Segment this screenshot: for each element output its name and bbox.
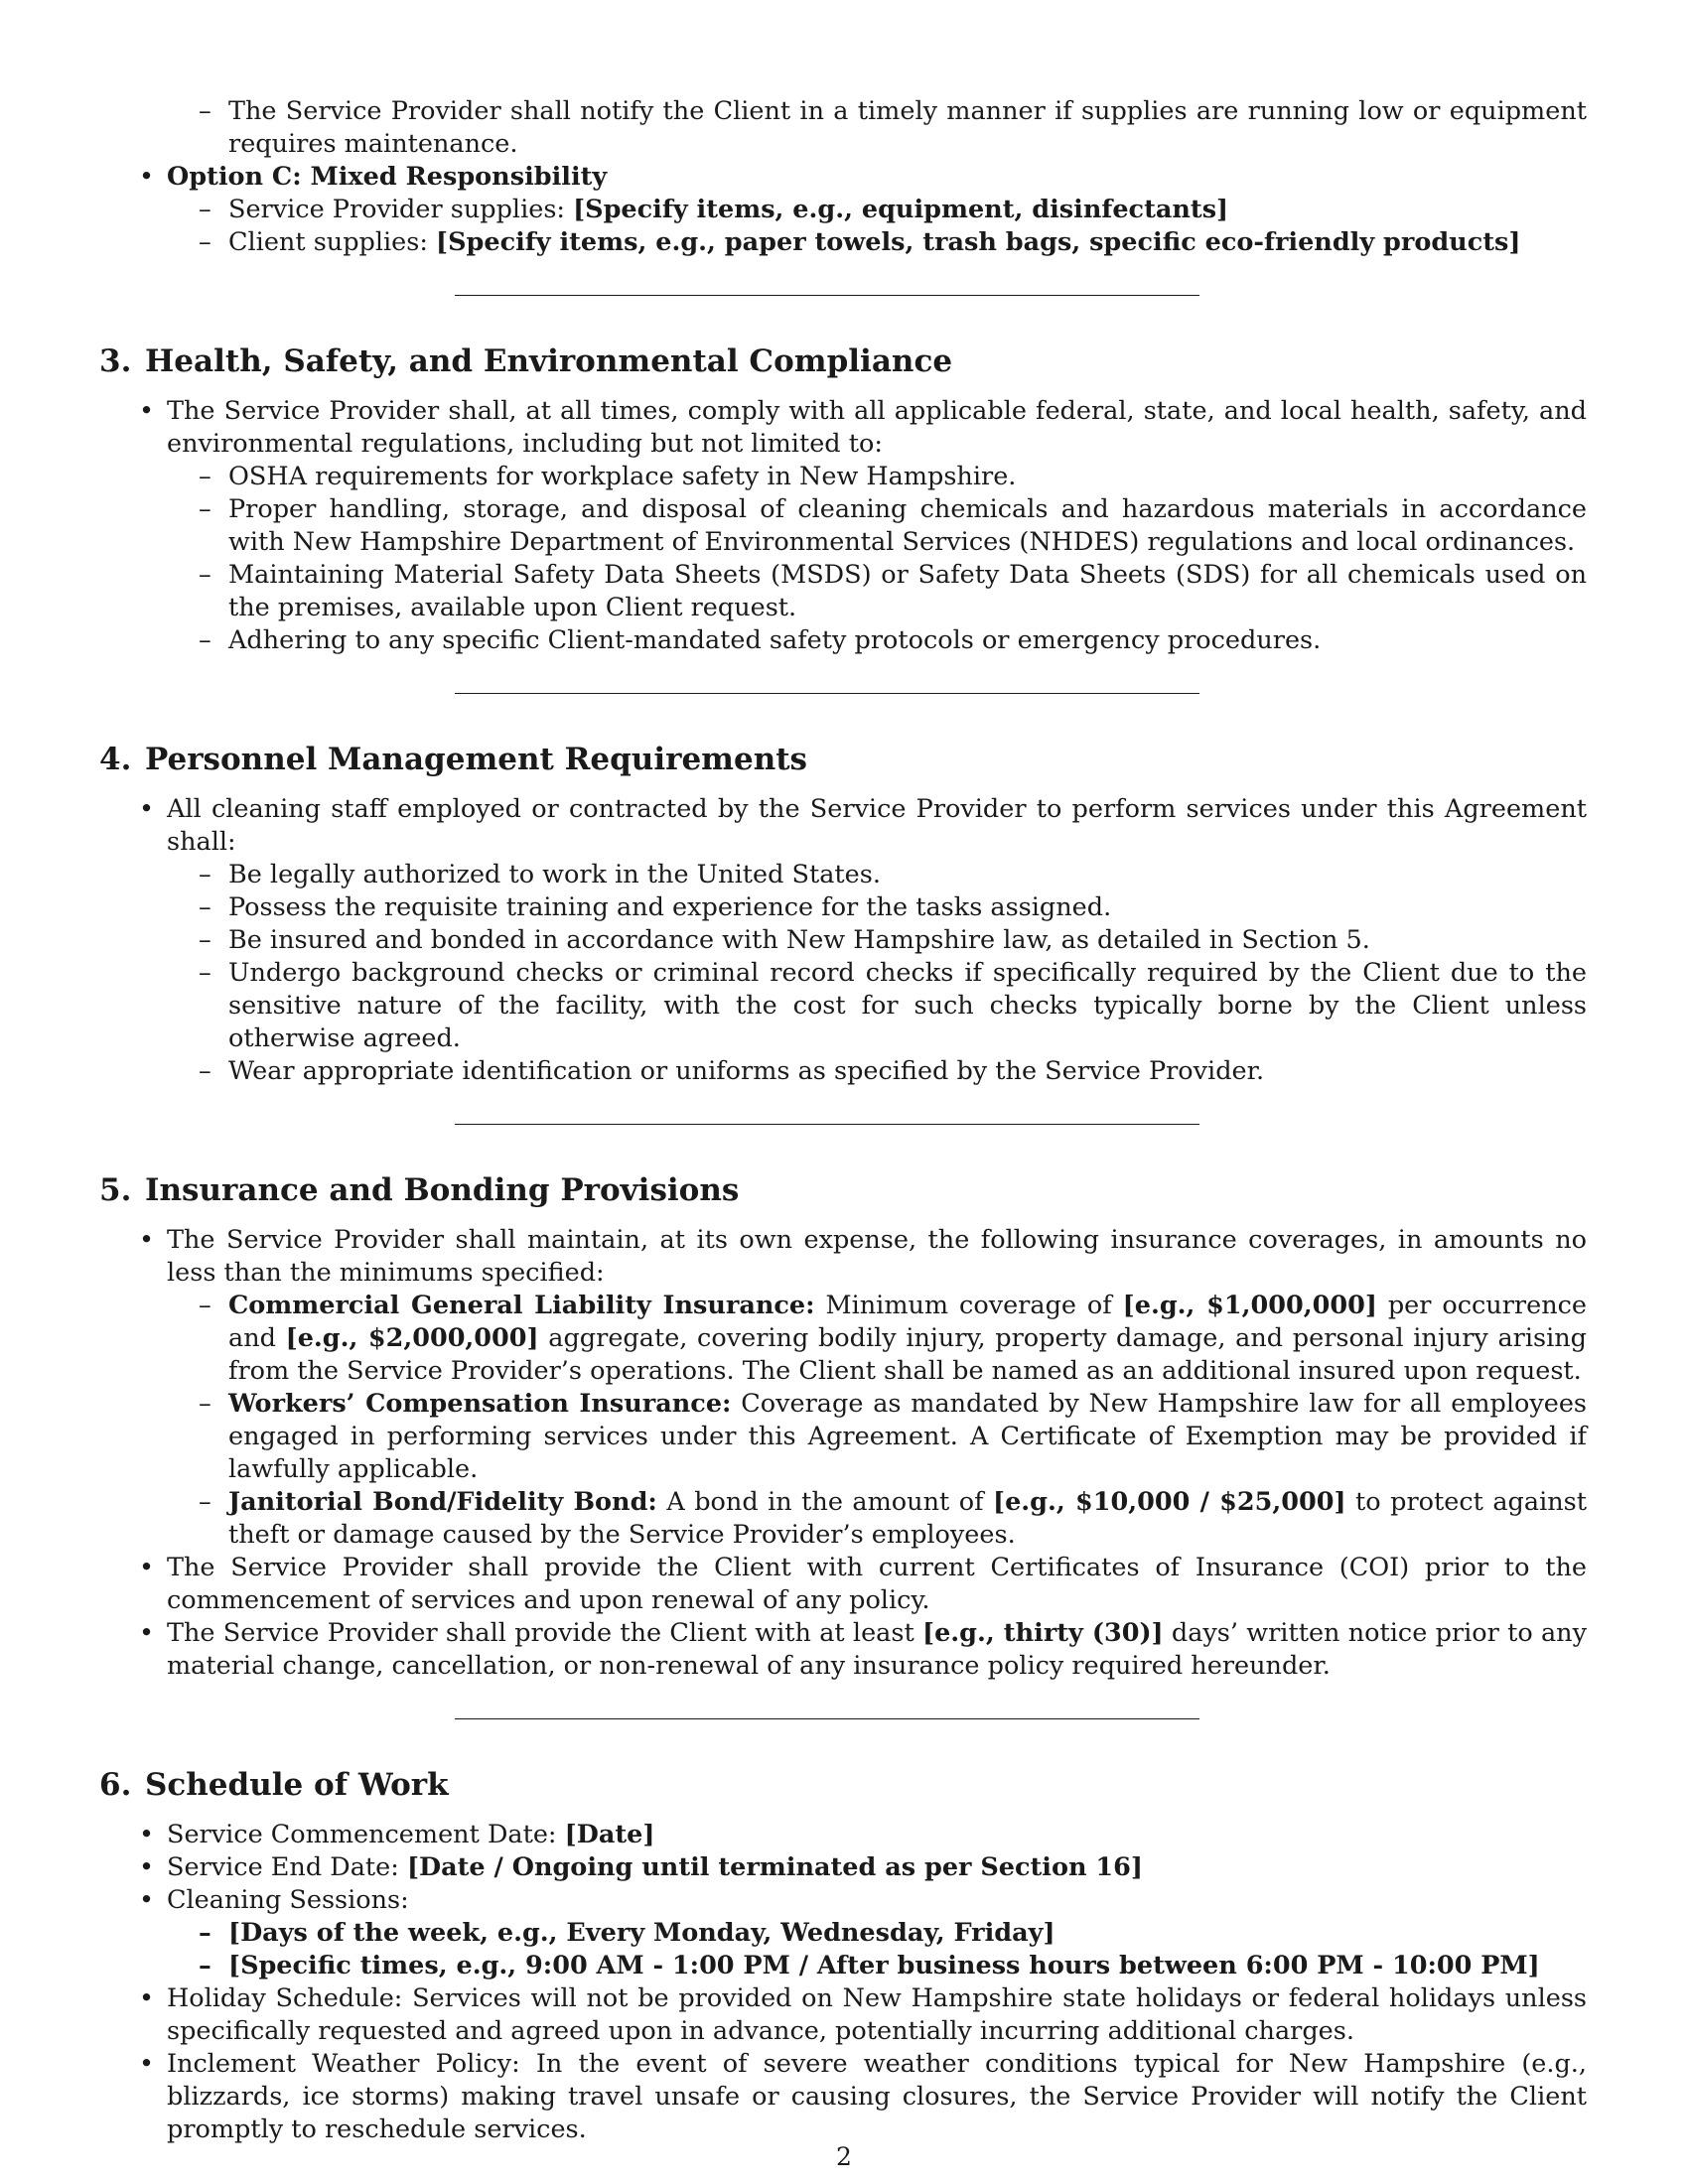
section-divider bbox=[455, 1718, 1199, 1719]
section-3-heading bbox=[99, 341, 1587, 381]
section-intro: All cleaning staff employed or contracted by the Service Provider to perform services under this Agreement shall: bbox=[167, 794, 1587, 857]
text: per occurrence and bbox=[228, 1291, 1587, 1353]
item-label: Cleaning Sessions: bbox=[167, 1885, 409, 1915]
section-intro: The Service Provider shall maintain, at its own expense, the following insurance coverages, in amounts no less than the minimums specified: bbox=[167, 1225, 1587, 1288]
item-label: Service Commencement Date: bbox=[167, 1820, 565, 1849]
placeholder-value: [e.g., $1,000,000] bbox=[1122, 1291, 1377, 1320]
list-item bbox=[167, 1224, 1587, 1552]
coverage-label: Commercial General Liability Insurance: bbox=[228, 1291, 815, 1320]
section-divider bbox=[455, 1124, 1199, 1125]
text: A bond in the amount of bbox=[656, 1487, 994, 1517]
section-5-heading bbox=[99, 1170, 1587, 1210]
list-item: – [Days of the week, e.g., Every Monday, Wednesday, Friday] bbox=[228, 1917, 1587, 1950]
section-5-sublist bbox=[228, 1290, 1587, 1552]
list-item: • The Service Provider shall provide the Client with current Certificates of Insurance (COI) prior to the commencement of services and upon renewal of any policy. bbox=[167, 1552, 1587, 1617]
list-item: – Possess the requisite training and experience for the tasks assigned. bbox=[228, 891, 1587, 924]
section-divider bbox=[455, 693, 1199, 694]
list-item: – Be insured and bonded in accordance with New Hampshire law, as detailed in Section 5. bbox=[228, 924, 1587, 957]
text: The Service Provider shall provide the Client with at least bbox=[167, 1618, 922, 1648]
section-3-list bbox=[167, 395, 1587, 657]
list-item: – Be legally authorized to work in the United States. bbox=[228, 859, 1587, 891]
list-item bbox=[228, 1388, 1587, 1486]
list-item: – Maintaining Material Safety Data Sheets (MSDS) or Safety Data Sheets (SDS) for all chemicals used on the premises, available upon Client request. bbox=[228, 559, 1587, 624]
text: to protect against theft or damage caused by the Service Provider’s employees. bbox=[228, 1487, 1587, 1550]
supplies-continuation-list bbox=[228, 95, 1587, 161]
list-item bbox=[228, 1486, 1587, 1552]
section-4-sublist bbox=[228, 859, 1587, 1088]
list-item bbox=[167, 1884, 1587, 1982]
list-item bbox=[167, 161, 1587, 259]
list-item: – Adhering to any specific Client-mandated safety protocols or emergency procedures. bbox=[228, 624, 1587, 657]
item-label: Service End Date: bbox=[167, 1852, 407, 1882]
list-item bbox=[167, 1851, 1587, 1884]
list-item bbox=[167, 793, 1587, 1088]
section-number: 6. bbox=[99, 1767, 132, 1803]
section-4-list bbox=[167, 793, 1587, 1088]
coverage-label: Workers’ Compensation Insurance: bbox=[228, 1389, 732, 1419]
list-item: – [Specific times, e.g., 9:00 AM - 1:00 PM / After business hours between 6:00 PM - 10:00 PM] bbox=[228, 1950, 1587, 1982]
list-item bbox=[167, 1617, 1587, 1683]
option-c-sublist bbox=[228, 194, 1587, 259]
item-label: Service Provider supplies: bbox=[228, 195, 574, 224]
section-4-heading bbox=[99, 740, 1587, 779]
coverage-label: Janitorial Bond/Fidelity Bond: bbox=[228, 1487, 657, 1517]
section-6-heading bbox=[99, 1765, 1587, 1805]
section-title: Personnel Management Requirements bbox=[145, 742, 807, 777]
item-label: Client supplies: bbox=[228, 227, 437, 257]
option-c-title: Option C: Mixed Responsibility bbox=[167, 162, 608, 192]
list-item: • Holiday Schedule: Services will not be provided on New Hampshire state holidays or federal holidays unless specifically requested and agreed upon in advance, potentially incurring additional charges. bbox=[167, 1982, 1587, 2048]
section-number: 3. bbox=[99, 343, 132, 379]
text: days’ written notice prior to any material change, cancellation, or non-renewal of any insurance policy required hereunder. bbox=[167, 1618, 1587, 1681]
list-item bbox=[167, 1819, 1587, 1851]
placeholder-value: [Date / Ongoing until terminated as per Section 16] bbox=[406, 1852, 1143, 1882]
text: aggregate, covering bodily injury, property damage, and personal injury arising from the Service Provider’s operations. The Client shall be named as an additional insured upon request. bbox=[228, 1323, 1587, 1386]
placeholder-value: [Date] bbox=[564, 1820, 655, 1849]
section-title: Health, Safety, and Environmental Compliance bbox=[145, 343, 953, 379]
section-title: Schedule of Work bbox=[145, 1767, 449, 1803]
list-item: – The Service Provider shall notify the Client in a timely manner if supplies are running low or equipment requires maintenance. bbox=[228, 95, 1587, 161]
section-intro: The Service Provider shall, at all times, comply with all applicable federal, state, and local health, safety, and environmental regulations, including but not limited to: bbox=[167, 396, 1587, 459]
placeholder-value: [e.g., $10,000 / $25,000] bbox=[993, 1487, 1346, 1517]
section-3-sublist bbox=[228, 461, 1587, 657]
section-title: Insurance and Bonding Provisions bbox=[145, 1172, 740, 1208]
list-item bbox=[167, 395, 1587, 657]
placeholder-value: [e.g., $2,000,000] bbox=[285, 1323, 539, 1353]
list-item bbox=[228, 226, 1587, 259]
list-item: – Undergo background checks or criminal record checks if specifically required by the Client due to the sensitive nature of the facility, with the cost for such checks typically borne by the Client unless otherwise agreed. bbox=[228, 957, 1587, 1055]
text: Coverage as mandated by New Hampshire law for all employees engaged in performing services under this Agreement. A Certificate of Exemption may be provided if lawfully applicable. bbox=[228, 1389, 1587, 1484]
section-number: 4. bbox=[99, 742, 132, 777]
section-5-list bbox=[167, 1224, 1587, 1683]
list-item bbox=[228, 194, 1587, 226]
option-c-list bbox=[167, 161, 1587, 259]
document-page bbox=[99, 95, 1587, 2146]
placeholder-value: [e.g., thirty (30)] bbox=[922, 1618, 1164, 1648]
section-number: 5. bbox=[99, 1172, 132, 1208]
placeholder-value: [Specify items, e.g., equipment, disinfectants] bbox=[573, 195, 1229, 224]
list-item: – OSHA requirements for workplace safety in New Hampshire. bbox=[228, 461, 1587, 493]
page-number: 2 bbox=[836, 2142, 852, 2171]
list-item: – Proper handling, storage, and disposal of cleaning chemicals and hazardous materials in accordance with New Hampshire Department of Environmental Services (NHDES) regulations and local ordinances. bbox=[228, 493, 1587, 559]
section-6-list bbox=[167, 1819, 1587, 2146]
list-item: – Wear appropriate identification or uniforms as specified by the Service Provider. bbox=[228, 1055, 1587, 1088]
list-item: • Inclement Weather Policy: In the event of severe weather conditions typical for New Hampshire (e.g., blizzards, ice storms) making travel unsafe or causing closures, the Service Provider will notify the Client promptly to reschedule services. bbox=[167, 2048, 1587, 2146]
list-item bbox=[228, 1290, 1587, 1388]
cleaning-sessions-sublist bbox=[228, 1917, 1587, 1982]
placeholder-value: [Specify items, e.g., paper towels, trash bags, specific eco-friendly products] bbox=[436, 227, 1521, 257]
section-divider bbox=[455, 295, 1199, 296]
text: Minimum coverage of bbox=[814, 1291, 1123, 1320]
